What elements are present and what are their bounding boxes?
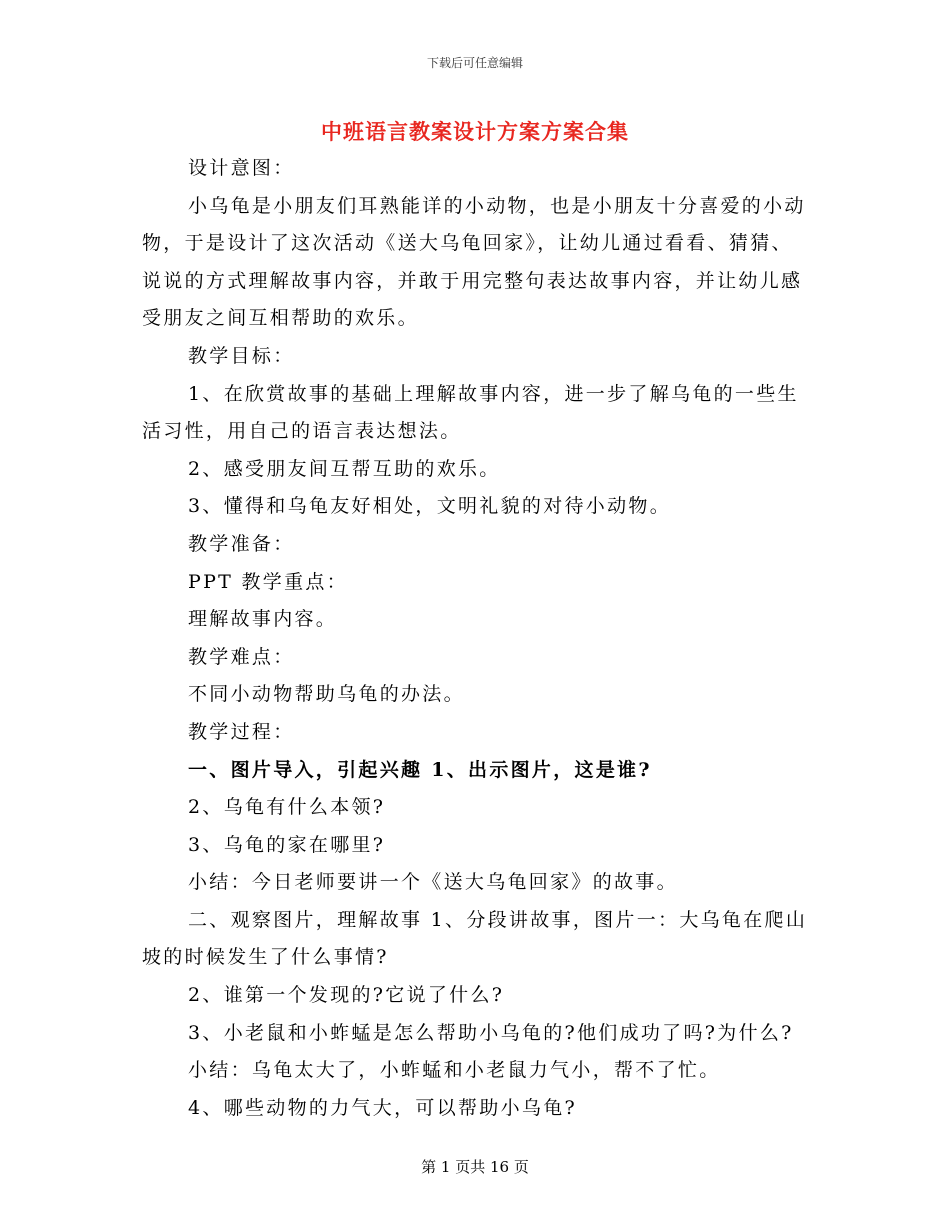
- paragraph: 小结：今日老师要讲一个《送大乌龟回家》的故事。: [188, 871, 678, 894]
- document-body: [142, 150, 810, 1127]
- paragraph: 小乌龟是小朋友们耳熟能详的小动物，也是小朋友十分喜爱的小动物，于是设计了这次活动《送大乌龟回家》，让幼儿通过看看、猜猜、说说的方式理解故事内容，并敢于用完整句表达故事内容，并让幼儿感受朋友之间互相帮助的欢乐。: [142, 194, 806, 330]
- paragraph: 教学过程：: [188, 720, 295, 743]
- paragraph: 2、乌龟有什么本领?: [188, 796, 386, 819]
- paragraph: 设计意图：: [188, 157, 295, 179]
- paragraph: 4、哪些动物的力气大，可以帮助小乌龟?: [188, 1096, 577, 1119]
- paragraph: 二、观察图片，理解故事 1、分段讲故事，图片一：大乌龟在爬山坡的时候发生了什么事情?: [142, 908, 808, 969]
- page-footer: 第 1 页共 16 页: [421, 1158, 529, 1176]
- paragraph-heading: 一、图片导入，引起兴趣 1、出示图片，这是谁?: [188, 758, 652, 781]
- paragraph: 教学难点：: [188, 645, 295, 668]
- paragraph: 教学准备：: [188, 532, 295, 555]
- paragraph: 小结：乌龟太大了，小蚱蜢和小老鼠力气小，帮不了忙。: [188, 1059, 721, 1082]
- document-title: 中班语言教案设计方案方案合集: [321, 119, 629, 144]
- paragraph: 3、懂得和乌龟友好相处，文明礼貌的对待小动物。: [188, 495, 671, 518]
- paragraph: 3、乌龟的家在哪里?: [188, 833, 386, 856]
- paragraph: 不同小动物帮助乌龟的办法。: [188, 683, 465, 706]
- paragraph: PPT 教学重点：: [188, 570, 348, 593]
- paragraph: 3、小老鼠和小蚱蜢是怎么帮助小乌龟的?他们成功了吗?为什么?: [188, 1021, 794, 1044]
- paragraph: 2、感受朋友间互帮互助的欢乐。: [188, 457, 501, 480]
- paragraph: 2、谁第一个发现的?它说了什么?: [188, 984, 505, 1007]
- header-note: 下载后可任意编辑: [426, 56, 523, 70]
- paragraph: 教学目标：: [188, 344, 295, 367]
- paragraph: 1、在欣赏故事的基础上理解故事内容，进一步了解乌龟的一些生活习性，用自己的语言表达想法。: [142, 382, 799, 443]
- paragraph: 理解故事内容。: [188, 608, 338, 631]
